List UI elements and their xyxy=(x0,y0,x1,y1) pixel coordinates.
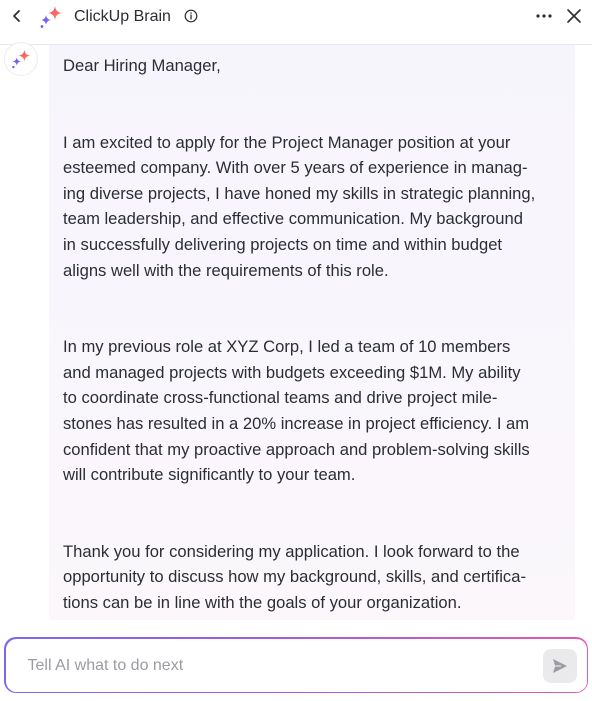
more-horizontal-icon xyxy=(535,13,553,19)
panel-title: ClickUp Brain xyxy=(74,8,171,25)
sparkle-icon xyxy=(10,48,32,70)
letter-paragraph: In my previous role at XYZ Corp, I led a team of 10 members and managed projects with budgets exceeding $1M. My ability to coordinate cross-functional teams and drive project mile- stones has resulted in a 20% increase in project efficiency. I am confident that my proactive approach and problem-solving skills will contribute significantly to your team. xyxy=(63,337,530,485)
send-icon xyxy=(551,657,569,675)
back-button[interactable] xyxy=(8,7,26,25)
ai-response-message xyxy=(49,45,575,620)
letter-greeting: Dear Hiring Manager, xyxy=(63,56,221,75)
more-options-button[interactable] xyxy=(533,6,555,26)
panel-header xyxy=(0,0,592,34)
send-button[interactable] xyxy=(543,649,577,683)
ai-avatar xyxy=(4,42,38,76)
chevron-left-icon xyxy=(11,9,23,23)
letter-paragraph: Thank you for considering my application. I look forward to the opportunity to discuss how my background, skills, and certifica- tions can be in line with the goals of your organization. xyxy=(63,541,526,612)
close-button[interactable] xyxy=(563,6,585,26)
info-icon[interactable] xyxy=(184,9,198,23)
sparkle-icon xyxy=(38,4,64,30)
ai-prompt-input[interactable] xyxy=(26,639,530,694)
close-icon xyxy=(566,8,582,24)
ai-composer xyxy=(4,637,588,693)
ai-composer-inner xyxy=(6,639,587,692)
letter-paragraph: I am excited to apply for the Project Manager position at your esteemed company. With over 5 years of experience in manag- ing diverse projects, I have honed my skills in strategic planning, team leadership, and effective communication. My background in successfully delivering projects on time and within budget aligns well with the requirements of this role. xyxy=(63,132,536,280)
